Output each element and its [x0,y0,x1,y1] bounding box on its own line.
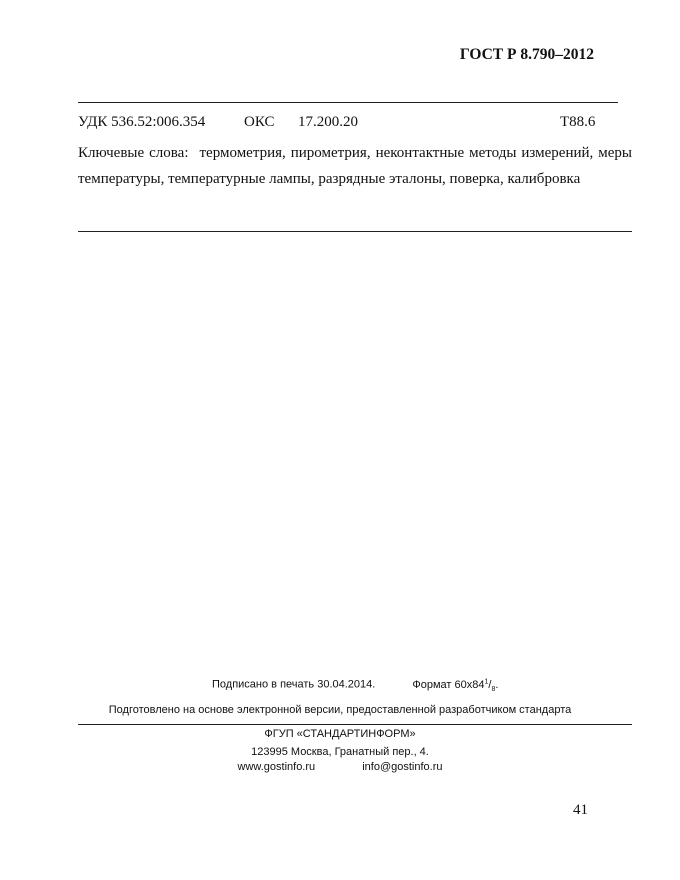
website-link[interactable]: www.gostinfo.ru [237,761,316,773]
keywords-label: Ключевые слова: [78,145,189,161]
print-info-line [212,678,498,693]
format-info: Формат $60x84^1/_8$. [412,678,499,693]
format-numerator: 1 [484,678,489,685]
udk-code: УДК 536.52:006.354 [78,114,206,130]
email-link[interactable]: info@gostinfo.ru [362,761,443,773]
prepared-note: Подготовлено на основе электронной версии, предоставленной разработчиком стандарта [108,704,572,716]
publisher-contacts [0,761,680,773]
imprint-divider [78,724,632,725]
signed-date: Подписано в печать 30.04.2014. [212,678,376,691]
top-divider [78,102,618,103]
publisher-address: 123995 Москва, Гранатный пер., 4. [251,746,429,758]
t-code: Т88.6 [560,114,596,130]
standard-id: ГОСТ Р 8.790–2012 [459,46,594,63]
keywords-paragraph [78,140,632,192]
format-label: Формат 60x84 [412,678,485,691]
keywords-divider [78,231,632,232]
oks-code: 17.200.20 [298,114,358,130]
oks-label: ОКС [244,114,275,130]
keywords-text: термометрия, пирометрия, неконтактные методы измерений, меры температуры, температурные лампы, разрядные эталоны, поверка, калибровка [78,145,633,187]
page-number: 41 [573,802,588,818]
format-denominator: 8 [491,685,496,693]
publisher-name: ФГУП «СТАНДАРТИНФОРМ» [264,728,416,740]
classification-line [78,114,598,136]
